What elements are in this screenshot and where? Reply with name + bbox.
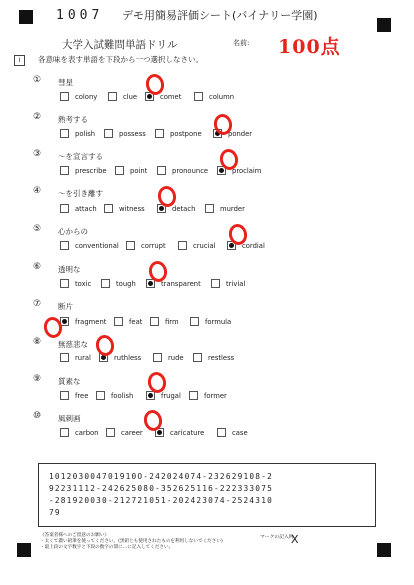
answer-option[interactable] xyxy=(104,129,146,138)
registration-marker-bottom-right xyxy=(377,543,391,557)
checkbox[interactable] xyxy=(104,204,113,213)
option-label: case xyxy=(232,428,248,437)
answer-option[interactable] xyxy=(155,129,202,138)
answer-option[interactable] xyxy=(211,279,245,288)
checkbox[interactable] xyxy=(60,353,69,362)
option-label: proclaim xyxy=(232,166,262,175)
checkbox[interactable] xyxy=(157,166,166,175)
question-meaning: 彗星 xyxy=(58,78,73,87)
answer-code-line: 101203004701910O-242024074-232629108-2 xyxy=(49,472,273,481)
option-label: postpone xyxy=(170,129,202,138)
option-label: detach xyxy=(172,204,196,213)
option-label: firm xyxy=(165,317,179,326)
checkbox[interactable] xyxy=(155,129,164,138)
mark-example-cross-icon: X xyxy=(291,533,299,546)
question-number: ⑨ xyxy=(33,374,42,384)
answer-option[interactable] xyxy=(114,317,142,326)
answer-option[interactable] xyxy=(60,166,107,175)
checkbox[interactable] xyxy=(211,279,220,288)
checkbox[interactable] xyxy=(108,92,117,101)
checkbox[interactable] xyxy=(101,279,110,288)
question-meaning: 心からの xyxy=(58,227,88,236)
option-label: polish xyxy=(75,129,96,138)
option-label: crucial xyxy=(193,241,216,250)
checkbox[interactable] xyxy=(189,391,198,400)
option-label: transparent xyxy=(161,279,201,288)
question-meaning: 断片 xyxy=(58,302,73,311)
answer-option[interactable] xyxy=(104,204,145,213)
option-label: restless xyxy=(208,353,235,362)
answer-option[interactable] xyxy=(193,353,234,362)
question-meaning: 透明な xyxy=(58,265,81,274)
score-mark: 100点 xyxy=(278,36,341,58)
answer-option[interactable] xyxy=(178,241,216,250)
answer-code-box xyxy=(38,463,376,527)
answer-code-line: 92231112-242625080-352625116-222333075 xyxy=(49,484,273,493)
answer-option[interactable] xyxy=(60,241,119,250)
checkbox[interactable] xyxy=(60,279,69,288)
question-meaning: 無慈悲な xyxy=(58,340,88,349)
option-label: clue xyxy=(123,92,138,101)
answer-option[interactable] xyxy=(60,391,88,400)
option-label: trivial xyxy=(226,279,246,288)
checkbox[interactable] xyxy=(114,317,123,326)
footer-note-line: ・最上段の文字数字と下段の数字の間に…に記入してください。 xyxy=(40,545,174,550)
answer-option[interactable] xyxy=(115,166,147,175)
checkbox[interactable] xyxy=(126,241,135,250)
answer-option[interactable] xyxy=(60,129,95,138)
question-number: ③ xyxy=(33,149,42,159)
option-label: feat xyxy=(129,317,143,326)
checkbox[interactable] xyxy=(193,353,202,362)
answer-option[interactable] xyxy=(96,391,133,400)
option-label: ponder xyxy=(228,129,253,138)
option-label: prescribe xyxy=(75,166,107,175)
answer-option[interactable] xyxy=(60,353,91,362)
option-label: conventional xyxy=(75,241,119,250)
registration-marker-bottom-left xyxy=(17,543,31,557)
answer-option[interactable] xyxy=(155,428,204,437)
checkbox[interactable] xyxy=(60,241,69,250)
option-label: corrupt xyxy=(141,241,166,250)
question-number: ⑦ xyxy=(33,299,42,309)
option-label: toxic xyxy=(75,279,92,288)
option-label: cordial xyxy=(242,241,265,250)
checkbox[interactable] xyxy=(205,204,214,213)
option-label: comet xyxy=(160,92,182,101)
option-label: career xyxy=(121,428,143,437)
footer-note-heading: 《答案者様へのご留意のお願い》 xyxy=(40,533,109,538)
registration-marker-top-left xyxy=(19,10,33,24)
checkbox[interactable] xyxy=(194,92,203,101)
footer-notes xyxy=(40,533,223,551)
answer-option[interactable] xyxy=(190,317,231,326)
question-number: ② xyxy=(33,112,42,122)
checkbox[interactable] xyxy=(150,317,159,326)
answer-option[interactable] xyxy=(194,92,234,101)
answer-option[interactable] xyxy=(60,92,97,101)
answer-code-line: -281920030-212721051-202423074-2524310 xyxy=(49,496,273,505)
answer-option[interactable] xyxy=(106,428,143,437)
option-label: free xyxy=(75,391,89,400)
option-label: fragment xyxy=(75,317,107,326)
answer-code-line: 79 xyxy=(49,508,61,517)
checkbox[interactable] xyxy=(60,166,69,175)
option-label: possess xyxy=(119,129,146,138)
checkbox[interactable] xyxy=(104,129,113,138)
checkbox[interactable] xyxy=(60,92,69,101)
answer-option[interactable] xyxy=(126,241,166,250)
question-meaning: 熟考する xyxy=(58,115,88,124)
footer-note-line: ・太くて濃い鉛筆を使ってください。(黒鉛とも使用されたものを利用しないでください) xyxy=(40,539,223,544)
question-number: ⑩ xyxy=(33,411,42,421)
answer-option[interactable] xyxy=(146,391,181,400)
checkbox[interactable] xyxy=(190,317,199,326)
checkbox[interactable] xyxy=(106,428,115,437)
option-label: former xyxy=(204,391,227,400)
checkbox[interactable] xyxy=(60,391,69,400)
question-number: ⑤ xyxy=(33,224,42,234)
answer-option[interactable] xyxy=(153,353,184,362)
option-label: colony xyxy=(75,92,98,101)
option-label: caricature xyxy=(170,428,205,437)
answer-option[interactable] xyxy=(189,391,227,400)
option-label: witness xyxy=(119,204,145,213)
answer-option[interactable] xyxy=(60,428,98,437)
name-label: 名前: xyxy=(233,39,250,47)
sheet-title: デモ用簡易評価シート(バイナリー学園) xyxy=(122,9,318,22)
answer-option[interactable] xyxy=(60,279,91,288)
option-label: rural xyxy=(75,353,91,362)
option-label: rude xyxy=(168,353,184,362)
checkbox[interactable] xyxy=(60,204,69,213)
answer-option[interactable] xyxy=(108,92,137,101)
section-number: I xyxy=(14,55,25,66)
mark-example-label: マークの記入例 xyxy=(260,535,294,540)
option-label: murder xyxy=(220,204,245,213)
answer-option[interactable] xyxy=(150,317,179,326)
answer-option[interactable] xyxy=(60,317,106,326)
option-label: point xyxy=(130,166,148,175)
answer-option[interactable] xyxy=(60,204,97,213)
drill-title: 大学入試難問単語ドリル xyxy=(62,39,178,51)
question-meaning: ～を引き離す xyxy=(58,189,103,198)
option-label: frugal xyxy=(161,391,181,400)
registration-marker-top-right xyxy=(377,18,391,32)
question-number: ⑧ xyxy=(33,337,42,347)
checkbox[interactable] xyxy=(178,241,187,250)
checkbox[interactable] xyxy=(115,166,124,175)
question-meaning: ～を宣言する xyxy=(58,152,103,161)
answer-option[interactable] xyxy=(205,204,245,213)
sheet-number: 1007 xyxy=(56,8,104,23)
checkbox[interactable] xyxy=(96,391,105,400)
option-label: formula xyxy=(205,317,232,326)
answer-option[interactable] xyxy=(157,166,208,175)
option-label: tough xyxy=(116,279,136,288)
option-label: pronounce xyxy=(172,166,209,175)
question-number: ⑥ xyxy=(33,262,42,272)
checkbox[interactable] xyxy=(153,353,162,362)
option-label: carbon xyxy=(75,428,99,437)
question-meaning: 風刺画 xyxy=(58,414,81,423)
checkbox[interactable] xyxy=(60,129,69,138)
option-label: column xyxy=(209,92,235,101)
checkbox[interactable] xyxy=(60,428,69,437)
option-label: ruthless xyxy=(114,353,142,362)
question-number: ④ xyxy=(33,186,42,196)
answer-option[interactable] xyxy=(101,279,136,288)
question-number: ① xyxy=(33,75,42,85)
option-label: attach xyxy=(75,204,97,213)
checkbox[interactable] xyxy=(217,428,226,437)
option-label: foolish xyxy=(111,391,134,400)
answer-option[interactable] xyxy=(217,428,248,437)
question-meaning: 質素な xyxy=(58,377,81,386)
instruction-text: 各意味を表す単語を下段から一つ選択しなさい。 xyxy=(38,55,203,64)
